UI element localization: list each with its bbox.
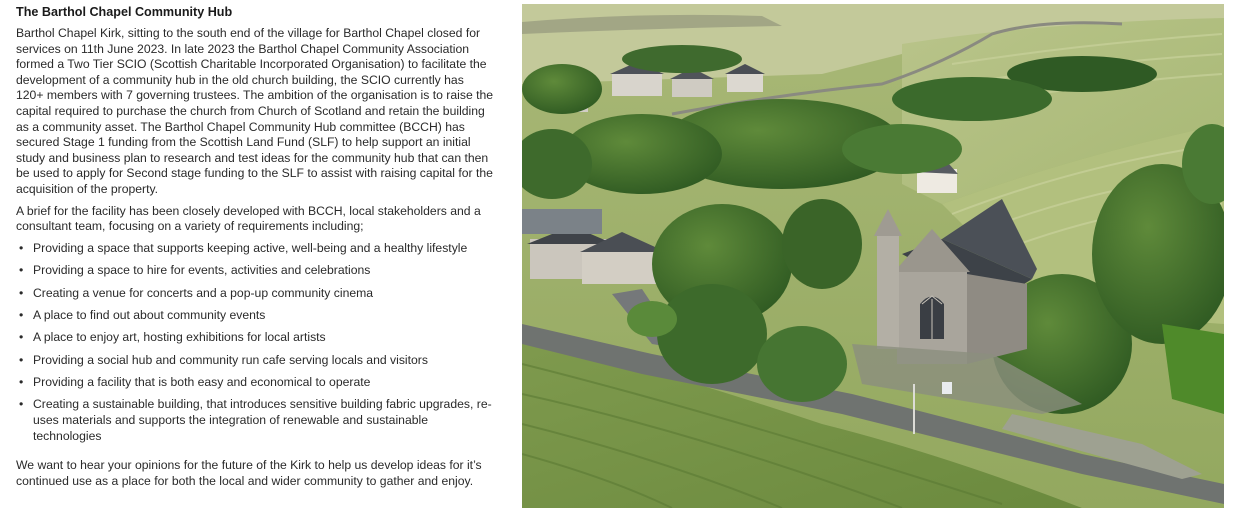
closing-paragraph: We want to hear your opinions for the future of the Kirk to help us develop ideas for it’s continued use as a place for both the local and wider community to gather and enjoy. (16, 458, 482, 488)
aerial-photo (522, 4, 1224, 508)
list-item-text: Providing a space that supports keeping active, well-being and a healthy lifestyle (33, 240, 468, 255)
requirements-list (16, 241, 494, 445)
bullet-icon: • (19, 330, 24, 345)
brief-paragraph: A brief for the facility has been closely developed with BCCH, local stakeholders and a consultant team, focusing on a variety of requirements including; (16, 203, 481, 234)
list-item-text: Providing a social hub and community run cafe serving locals and visitors (33, 352, 428, 367)
intro-paragraph: Barthol Chapel Kirk, sitting to the south end of the village for Barthol Chapel closed for services on 11th June 2023. In late 2023 the Barthol Chapel Community Association formed a Two Tier SCIO (Scottish Charitable Incorporated Organisation) to facilitate the development of a community hub in the old church building, the SCIO currently has 120+ members with 7 governing trustees. The ambition of the organisation is to raise the capital required to purchase the church from Church of Scotland and retain the building as a community asset. The Barthol Chapel Community Hub committee (BCCH) has secured Stage 1 funding from the Scottish Land Fund (SLF) to help support an initial study and business plan to research and test ideas for the community hub that can then be used to apply for Second stage funding to the SLF to assist with raising capital for the acquisition of the property. (16, 26, 494, 196)
list-item (16, 286, 494, 302)
bullet-icon: • (19, 352, 24, 367)
bullet-icon: • (19, 307, 24, 322)
list-item (16, 241, 494, 257)
list-item-text: Providing a space to hire for events, activities and celebrations (33, 263, 371, 278)
list-item-text: A place to find out about community events (33, 307, 266, 322)
page-title: The Barthol Chapel Community Hub (16, 5, 233, 19)
bullet-icon: • (19, 285, 24, 300)
list-item (16, 308, 494, 324)
list-item (16, 397, 494, 444)
list-item (16, 375, 494, 391)
list-item-text: Creating a sustainable building, that introduces sensitive building fabric upgrades, re-uses materials and supports the integration of renewable and sustainable technologies (33, 397, 492, 443)
list-item-text: Providing a facility that is both easy and economical to operate (33, 375, 371, 390)
bullet-icon: • (19, 397, 24, 412)
list-item (16, 330, 494, 346)
list-item-text: A place to enjoy art, hosting exhibitions for local artists (33, 330, 326, 345)
list-item (16, 263, 494, 279)
bullet-icon: • (19, 263, 24, 278)
list-item (16, 353, 494, 369)
list-item-text: Creating a venue for concerts and a pop-up community cinema (33, 285, 374, 300)
text-column (16, 4, 494, 495)
bullet-icon: • (19, 240, 24, 255)
bullet-icon: • (19, 375, 24, 390)
aerial-photo-illustration (522, 4, 1224, 508)
